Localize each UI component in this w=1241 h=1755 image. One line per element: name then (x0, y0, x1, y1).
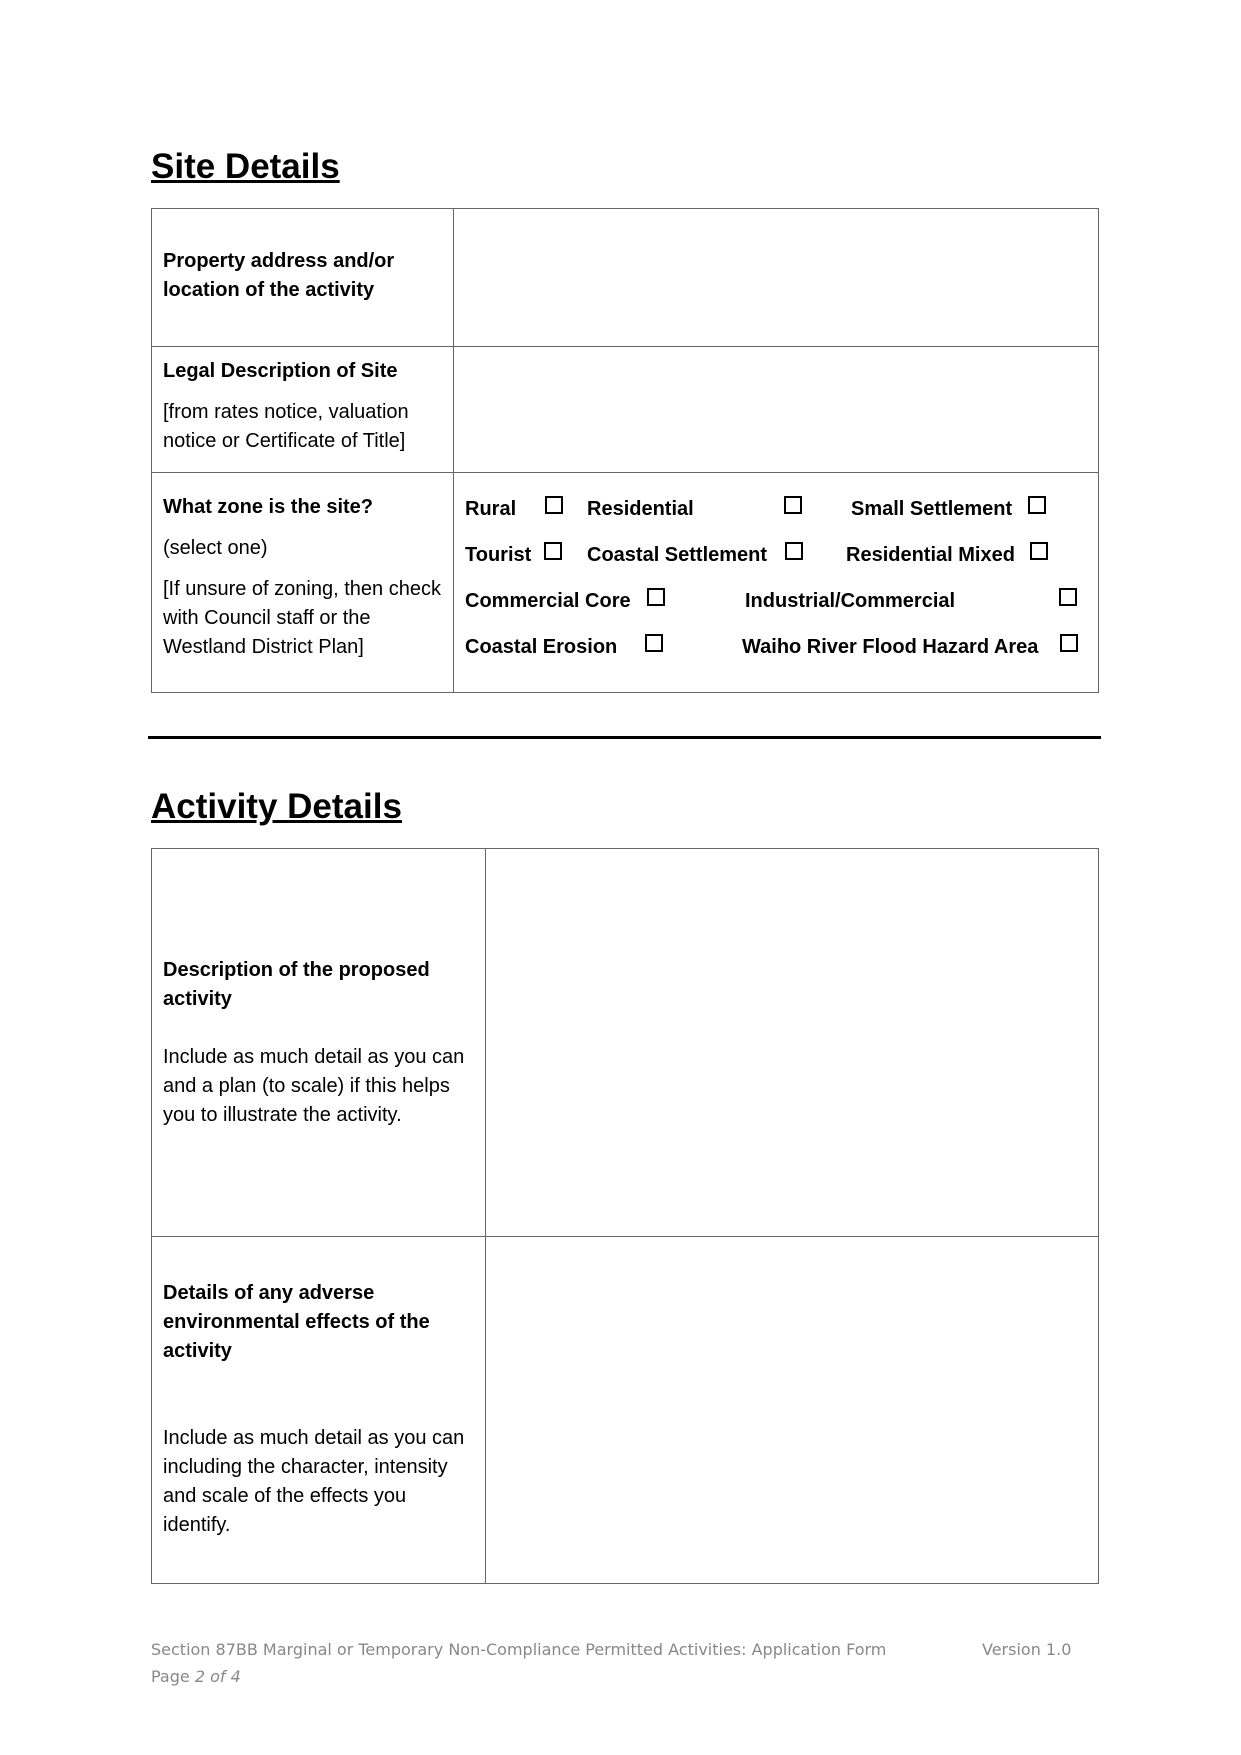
checkbox-coastal-erosion[interactable] (645, 634, 663, 652)
checkbox-commercial-core[interactable] (647, 588, 665, 606)
checkbox-coastal-settlement[interactable] (785, 542, 803, 560)
zone-label-tourist: Tourist (465, 544, 532, 566)
activity-details-heading: Activity Details (151, 787, 402, 826)
effects-label-cell (152, 1237, 486, 1584)
zone-label: What zone is the site? (163, 496, 374, 518)
checkbox-small-settlement[interactable] (1028, 496, 1046, 514)
zone-label-industrial-commercial: Industrial/Commercial (745, 590, 956, 612)
address-input[interactable] (454, 209, 1099, 347)
checkbox-rural[interactable] (545, 496, 563, 514)
description-label: Description of the proposed activity (163, 958, 430, 1010)
effects-label: Details of any adverse environmental effects of the activity (163, 1282, 430, 1362)
zone-label-cell (152, 473, 454, 693)
checkbox-residential-mixed[interactable] (1030, 542, 1048, 560)
site-details-heading: Site Details (151, 147, 340, 186)
address-label: Property address and/or location of the activity (152, 209, 454, 347)
activity-details-table (151, 848, 1099, 1584)
footer-page-prefix: Page (151, 1667, 195, 1686)
zone-select-hint: (select one) (163, 537, 268, 559)
legal-label-cell (152, 347, 454, 473)
footer-version: Version 1.0 (982, 1640, 1072, 1659)
description-note: Include as much detail as you can and a plan (to scale) if this helps you to illustrate the activity. (163, 1045, 465, 1126)
legal-note: [from rates notice, valuation notice or Certificate of Title] (163, 401, 409, 452)
zone-label-coastal-settlement: Coastal Settlement (587, 544, 768, 566)
zone-label-residential: Residential (587, 498, 694, 520)
legal-description-input[interactable] (454, 347, 1099, 473)
section-divider (148, 736, 1101, 739)
zone-label-small-settlement: Small Settlement (851, 498, 1013, 520)
checkbox-industrial-commercial[interactable] (1059, 588, 1077, 606)
zone-label-waiho-river-flood-hazard: Waiho River Flood Hazard Area (742, 636, 1039, 658)
zone-options (454, 473, 1099, 693)
site-details-table (151, 208, 1099, 693)
zone-label-coastal-erosion: Coastal Erosion (465, 636, 618, 658)
zone-label-rural: Rural (465, 498, 517, 520)
legal-label: Legal Description of Site (163, 360, 398, 382)
zone-note: [If unsure of zoning, then check with Council staff or the Westland District Plan] (163, 578, 441, 658)
effects-input[interactable] (486, 1237, 1099, 1584)
checkbox-residential[interactable] (784, 496, 802, 514)
description-input[interactable] (486, 849, 1099, 1237)
footer-form-title: Section 87BB Marginal or Temporary Non-Compliance Permitted Activities: Application Form (151, 1640, 887, 1659)
footer-page (151, 1667, 241, 1686)
zone-label-residential-mixed: Residential Mixed (846, 544, 1015, 566)
zone-label-commercial-core: Commercial Core (465, 590, 631, 612)
checkbox-tourist[interactable] (544, 542, 562, 560)
effects-note: Include as much detail as you can including the character, intensity and scale of the effects you identify. (163, 1427, 465, 1536)
footer-page-number: 2 of 4 (194, 1667, 241, 1686)
description-label-cell (152, 849, 486, 1237)
checkbox-waiho-river-flood-hazard[interactable] (1060, 634, 1078, 652)
